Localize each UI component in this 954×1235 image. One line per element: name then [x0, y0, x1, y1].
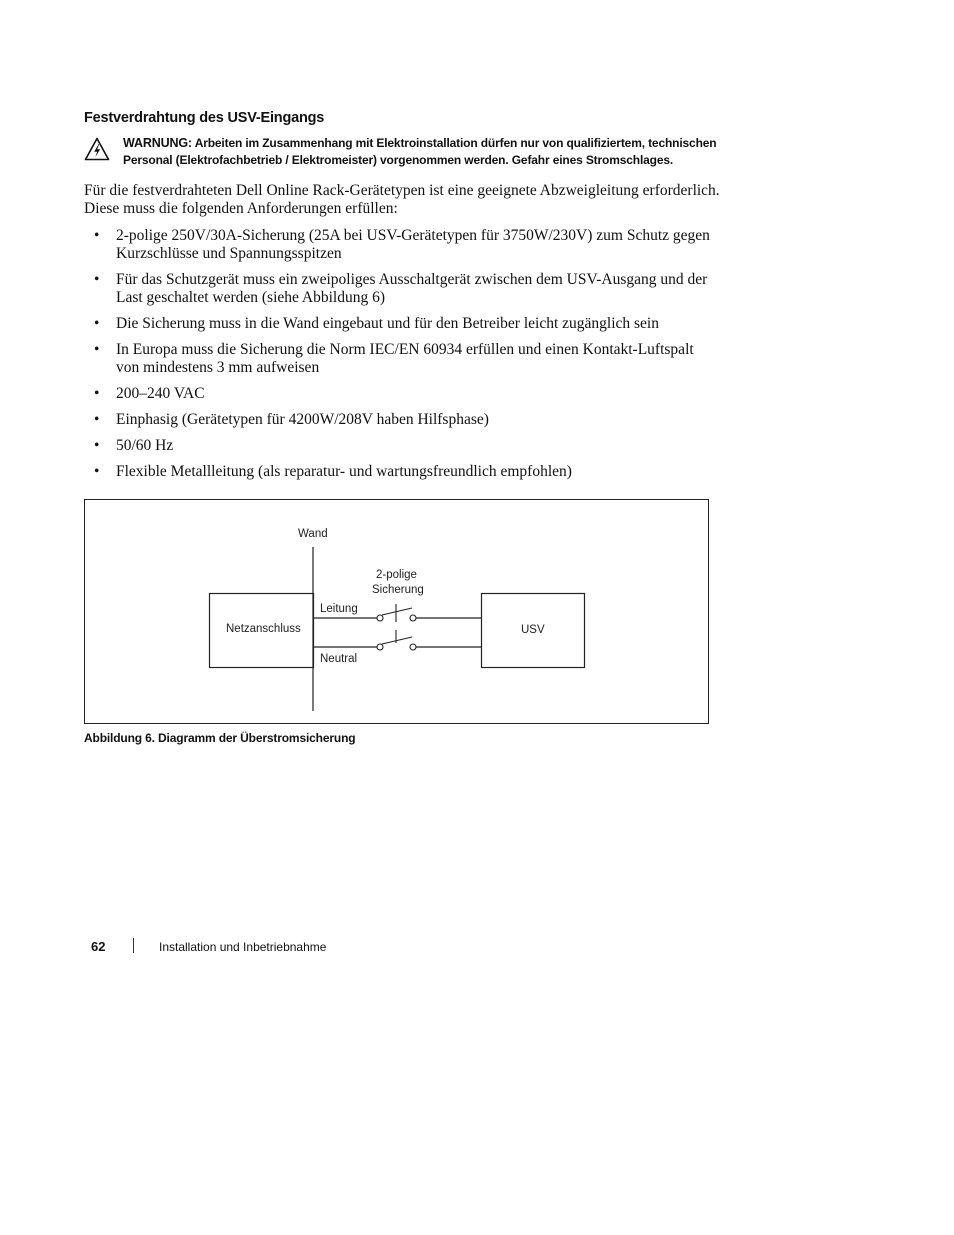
footer-chapter: Installation und Inbetriebnahme — [159, 940, 327, 954]
page-number: 62 — [91, 939, 106, 954]
line-contact-left — [377, 615, 383, 621]
warning-text — [123, 135, 763, 169]
list-item: • 2-polige 250V/30A-Sicherung (25A bei USV-Gerätetypen für 3750W/230V) zum Schutz gegen Kurzschlüsse und Spannungsspitzen — [94, 227, 710, 262]
breaker-label-line1: 2-polige — [376, 569, 417, 581]
list-item: • Einphasig (Gerätetypen für 4200W/208V haben Hilfsphase) — [94, 411, 489, 428]
intro-line2: Diese muss die folgenden Anforderungen erfüllen: — [84, 200, 398, 217]
line-contact-right — [410, 615, 416, 621]
breaker-label-line2: Sicherung — [372, 584, 424, 596]
list-item: • In Europa muss die Sicherung die Norm IEC/EN 60934 erfüllen und einen Kontakt-Luftspalt von mindestens 3 mm aufweisen — [94, 341, 694, 376]
warning-text-line1: Arbeiten im Zusammenhang mit Elektroinstallation dürfen nur von qualifiziertem, technischen — [194, 136, 717, 150]
list-item: • Für das Schutzgerät muss ein zweipoliges Ausschaltgerät zwischen dem USV-Ausgang und der Last geschaltet werden (siehe Abbildung 6) — [94, 271, 708, 306]
source-box-label: Netzanschluss — [226, 623, 301, 635]
list-item: • Flexible Metallleitung (als reparatur- und wartungsfreundlich empfohlen) — [94, 463, 572, 480]
bullet-icon: • — [94, 315, 100, 332]
figure-caption: Abbildung 6. Diagramm der Überstromsicherung — [84, 731, 356, 745]
neutral-label: Neutral — [320, 653, 358, 665]
bullet-icon: • — [94, 271, 100, 288]
list-item: • 50/60 Hz — [94, 437, 174, 454]
bullet-icon: • — [94, 227, 100, 244]
bullet-icon: • — [94, 341, 100, 358]
list-item: • Die Sicherung muss in die Wand eingebaut und für den Betreiber leicht zugänglich sein — [94, 315, 659, 332]
footer-divider — [133, 938, 134, 953]
diagram-drawing — [85, 500, 708, 723]
ups-box-label: USV — [521, 624, 545, 636]
warning-text-line2: Personal (Elektrofachbetrieb / Elektromeister) vorgenommen werden. Gefahr eines Stromschlages. — [123, 153, 674, 167]
neutral-contact-right — [410, 644, 416, 650]
intro-paragraph — [84, 182, 774, 218]
neutral-contact-left — [377, 644, 383, 650]
electrical-hazard-icon — [84, 137, 110, 161]
line-label: Leitung — [320, 603, 358, 615]
intro-line1: Für die festverdrahteten Dell Online Rack-Gerätetypen ist eine geeignete Abzweigleitung erforderlich. — [84, 182, 720, 199]
bullet-icon: • — [94, 437, 100, 454]
neutral-switch-blade — [382, 637, 412, 644]
bullet-icon: • — [94, 463, 100, 480]
wall-label: Wand — [298, 528, 328, 540]
section-heading: Festverdrahtung des USV-Eingangs — [84, 110, 325, 126]
requirements-list — [84, 227, 764, 481]
bullet-icon: • — [94, 385, 100, 402]
overcurrent-protection-diagram — [84, 499, 709, 724]
line-switch-blade — [382, 608, 412, 615]
list-item: • 200–240 VAC — [94, 385, 205, 402]
warning-label: WARNUNG: — [123, 136, 192, 150]
bullet-icon: • — [94, 411, 100, 428]
